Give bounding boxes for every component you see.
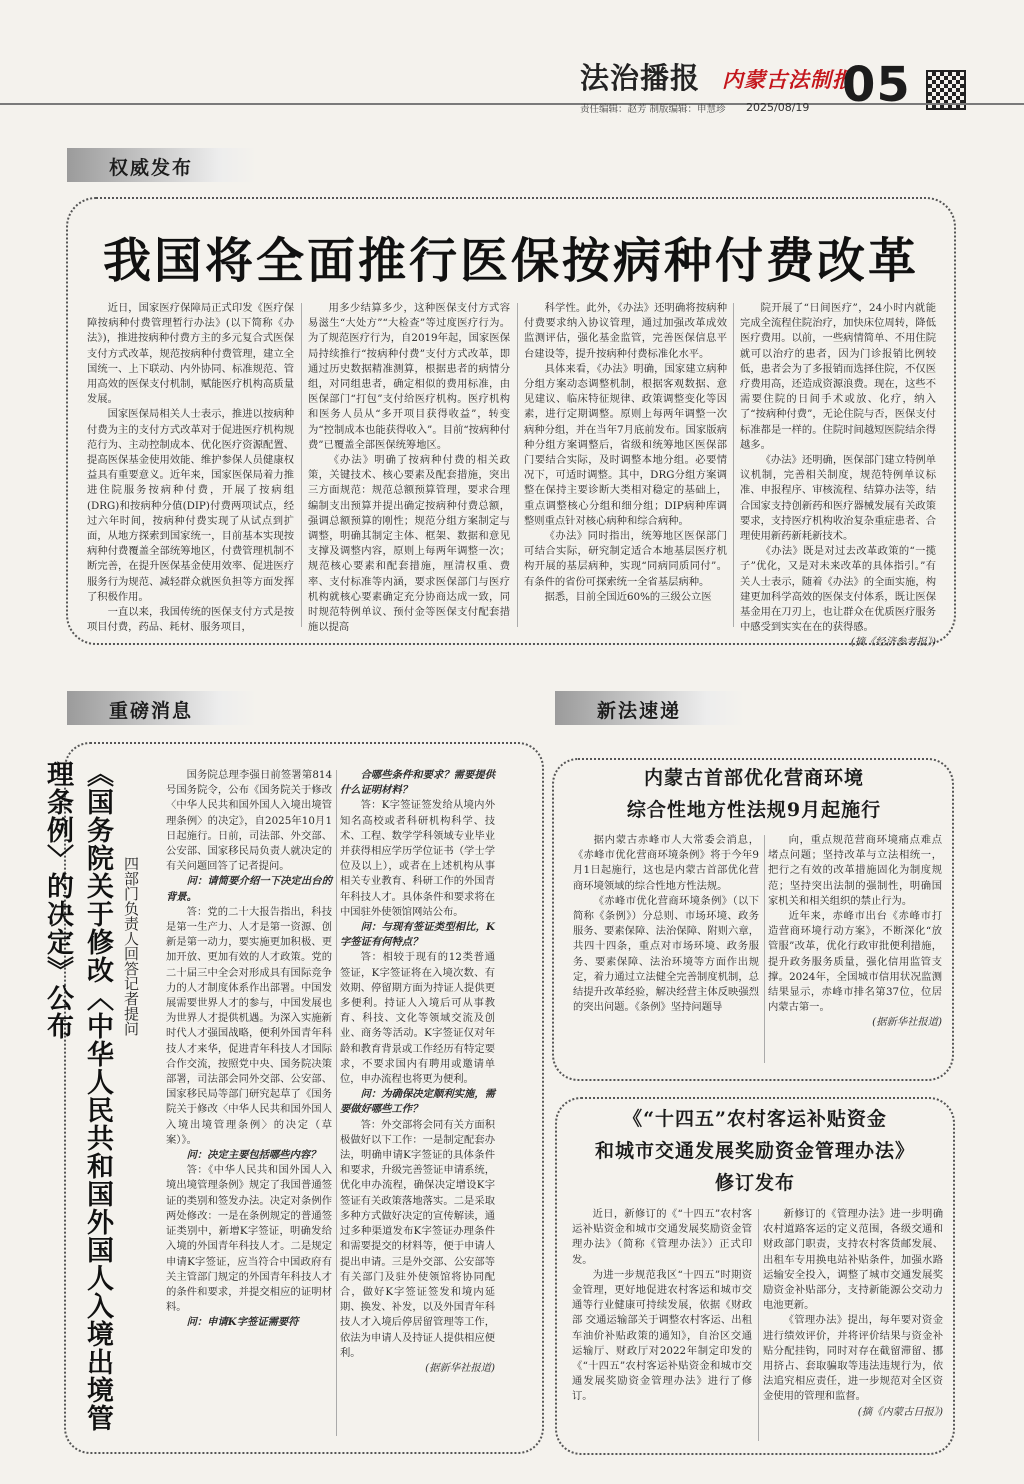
- subsidy-headline: [560, 1103, 950, 1199]
- paragraph: 答：K字签证签发给从境内外知名高校或者科研机构科学、技术、工程、数学学科领域专业毕业并获得相应学历学位证书（学士学位及以上），或者在上述机构从事相关专业教育、科研工作的外国青年科技人才。具体条件和要求将在中国驻外使领馆网站公布。: [340, 799, 495, 918]
- page-number: 05: [842, 57, 911, 113]
- headline-line: 和城市交通发展奖励资金管理办法》: [594, 1140, 915, 1162]
- paragraph: 近日，新修订的《“十四五”农村客运补贴资金和城市交通发展奖励资金管理办法》（简称《管理办法》）正式印发。: [572, 1208, 752, 1266]
- editors-credit: 责任编辑：赵芳 制版编辑：申慧珍: [580, 104, 726, 115]
- decision-vertical-subtitle: 四部门负责人回答记者提问: [122, 856, 140, 1036]
- question: 问：请简要介绍一下决定出台的背景。: [166, 875, 332, 903]
- section-banner-authority: [67, 148, 257, 182]
- paragraph: 据内蒙古赤峰市人大常委会消息，《赤峰市优化营商环境条例》将于今年9月1日起施行，这也是内蒙古首部优化营商环境领域的综合性地方性法规。: [573, 834, 759, 892]
- paragraph: 《办法》明确了按病种付费的相关政策，关键技术、核心要素及配套措施，突出三方面规范：规范总额预算管理，要求合理编制支出预算并提出确定按病种付费总额，强调总额预算的刚性；规范分组方案制定与调整，明确其制定主体、框架、数据和意见支撑及调整内容，原则上每两年调整一次；规范核心要素和配套措施，厘清权重、费率、支付标准等内涵，要求医保部门与医疗机构就核心要素确定充分协商达成一致，同时规范特例单议、预付金等医保支付配套措施以提高: [308, 454, 510, 634]
- source-credit: (据新华社报道): [425, 1361, 495, 1374]
- article-column: [308, 301, 510, 634]
- header-rule: [0, 103, 1024, 105]
- source-credit: (据新华社报道): [872, 1016, 942, 1029]
- article-column: [763, 1207, 943, 1447]
- paragraph: 国务院总理李强日前签署第814号国务院令，公布《国务院关于修改〈中华人民共和国外国人入境出境管理条例〉的决定》，自2025年10月1日起施行。日前，司法部、外交部、公安部、国家移民局负责人就决定的有关问题回答了记者提问。: [166, 769, 332, 873]
- paragraph: 答：外交部将会同有关方面积极做好以下工作：一是制定配套办法，明确申请K字签证的具体条件和要求，升级完善签证申请系统，优化申办流程，确保决定增设K字签证有关政策落地落实。二是采取多种方式做好决定的宣传解读，通过多种渠道发布K字签证办理条件和需要提交的材料等，便于申请人提出申请。三是外交部、公安部等有关部门及驻外使领馆将协同配合，做好K字签证签发和境内延期、换发、补发，以及外国青年科技人才入境后停居留管理等工作，依法为申请人及持证人提供相应便利。: [340, 1118, 495, 1359]
- question: 问：申请K字签证需要符: [186, 1316, 299, 1329]
- decision-vertical-title: 《国务院关于修改〈中华人民共和国外国人入境出境管理条例〉的决定》公布: [42, 760, 113, 1432]
- paragraph: 一直以来，我国传统的医保支付方式是按项目付费，药品、耗材、服务项目，: [87, 606, 294, 634]
- article-column: [87, 301, 294, 634]
- question: 问：为确保决定顺利实施，需要做好哪些工作？: [340, 1088, 495, 1116]
- qa-column: [340, 768, 495, 1444]
- article-column: [573, 833, 759, 1069]
- paragraph: 答：相较于现有的12类普通签证，K字签证将在入境次数、有效期、停留期方面为持证人提供更多便利。持证人入境后可从事教育、科技、文化等领域交流及创业、商务等活动。K字签证仅对年龄和教育背景或工作经历有特定要求，不要求国内有聘用或邀请单位，申办流程也将更为便利。: [340, 951, 495, 1086]
- section-banner-label: 重磅消息: [109, 700, 194, 722]
- paragraph: 用多少结算多少，这种医保支付方式容易滋生“大处方”“大检查”等过度医疗行为。为了规范医疗行为，自2019年起，国家医保局持续推行“按病种付费”支付方式改革，即通过历史数据精准测算，根据患者的病情分组，对同组患者，确定相似的费用标准，由医保部门“打包”支付给医疗机构。医疗机构和医务人员从“多开项目获得收益”，转变为“控制成本也能获得收入”。目前“按病种付费”已覆盖全部医保统筹地区。: [308, 302, 510, 451]
- column-divider: [336, 770, 337, 1436]
- question: 问：决定主要包括哪些内容？: [186, 1149, 321, 1162]
- paragraph: 《办法》还明确，医保部门建立特例单议机制，完善相关制度，规范特例单议标准、申报程序、审核流程、结算办法等，结合国家支持创新药和医疗器械发展有关政策要求，支持医疗机构收治复杂重症患者、合理使用新药新耗新技术。: [740, 454, 936, 543]
- paragraph: 据悉，目前全国近60%的三级公立医: [544, 590, 712, 603]
- headline-line: 内蒙古首部优化营商环境: [643, 767, 864, 789]
- paragraph: 具体来看，《办法》明确，国家建立病种分组方案动态调整机制，根据客观数据、意见建议、临床特征规律、政策调整变化等因素，进行定期调整。原则上每两年调整一次病种分组，并在当年7月底前发布。国家版病种分组方案调整后，省级和统筹地区医保部门要结合实际，及时调整本地分组。必要情况下，可适时调整。其中，DRG分组方案调整在保持主要诊断大类相对稳定的基础上，重点调整核心分组和细分组；DIP病种库调整则重点针对核心病种和综合病种。: [524, 362, 727, 527]
- main-headline: 我国将全面推行医保按病种付费改革: [102, 233, 919, 289]
- paragraph: 答：《中华人民共和国外国人入境出境管理条例》规定了我国普通签证的类别和签发办法。决定对条例作两处修改：一是在条例规定的普通签证类别中，新增K字签证，明确发给入境的外国青年科技人才。二是规定申请K字签证，应当符合中国政府有关主管部门规定的外国青年科技人才的条件和要求，并提交相应的证明材料。: [166, 1164, 332, 1314]
- source-credit: (摘《经济参考报》): [850, 636, 936, 649]
- paragraph: 院开展了“日间医疗”，24小时内就能完成全流程住院治疗，加快床位周转，降低医疗费用。以前，一些病情简单、不用住院就可以治疗的患者，因为门诊报销比例较低，患者会为了多报销而选择住院，不仅医疗费用高，还造成资源浪费。现在，这些不需要住院的日间手术或放、化疗，纳入了“按病种付费”，无论住院与否，医保支付标准都是一样的。住院时间越短医院结余得越多。: [740, 302, 936, 451]
- section-banner-label: 权威发布: [109, 157, 194, 179]
- newspaper-logo: 内蒙古法制报: [722, 67, 854, 92]
- section-banner-major-news: [67, 691, 257, 725]
- paragraph: 《赤峰市优化营商环境条例》（以下简称《条例》）分总则、市场环境、政务服务、要素保障、法治保障、附则六章，共四十四条，重点对市场环境、政务服务、要素保障、法治环境等方面作出规定，着力通过立法健全完善制度机制，总结提升改革经验，解决经营主体反映强烈的突出问题。《条例》坚持问题导: [573, 894, 759, 1014]
- headline-line: 《“十四五”农村客运补贴资金: [623, 1108, 887, 1130]
- paragraph: 近日，国家医疗保障局正式印发《医疗保障按病种付费管理暂行办法》(以下简称《办法》)，推进按病种付费方主的多元复合式医保支付方式改革，规范按病种付费管理，建立全国统一、上下联动、内外协同、标准规范、管用高效的医保支付机制，赋能医疗机构高质量发展。: [87, 302, 294, 406]
- article-column: [740, 301, 936, 649]
- section-name: 法治播报: [580, 61, 701, 95]
- paragraph: 新修订的《管理办法》进一步明确农村道路客运的定义范围，各级交通和财政部门职责，支持农村客货邮发展、出租车专用换电站补贴条件，加强水路运输安全投入，调整了城市交通发展奖励资金补贴部分，支持新能源公交动力电池更新。: [763, 1208, 943, 1312]
- paragraph: 科学性。此外，《办法》还明确将按病种付费要求纳入协议管理，通过加强改革成效监测评估，强化基金监管，完善医保信息平台建设等，提升按病种付费标准化水平。: [524, 302, 727, 360]
- column-divider: [517, 303, 518, 627]
- paragraph: 向，重点规范营商环境痛点难点堵点问题；坚持改革与立法相统一，把行之有效的改革措施固化为制度规范；坚持突出法制的强制性，明确国家机关和相关组织的禁止行为。: [768, 834, 942, 907]
- qa-column: [166, 768, 332, 1444]
- headline-line: 综合性地方性法规9月起施行: [626, 799, 882, 821]
- paragraph: 《办法》既是对过去改革政策的“一揽子”优化，又是对未来改革的具体指引。”有关人士表示，随着《办法》的全面实施，构建更加科学高效的医保支付体系，既让医保基金用在刀刃上，也让群众在优质医疗服务中感受到实实在在的获得感。: [740, 545, 936, 634]
- column-divider: [733, 303, 734, 627]
- question: 合哪些条件和要求？需要提供什么证明材料？: [340, 769, 495, 797]
- paragraph: 为进一步规范我区“十四五”时期资金管理，更好地促进农村客运和城市交通等行业健康可持续发展，依据《财政部 交通运输部关于调整农村客运、出租车油价补贴政策的通知》，自治区交通运输厅、财政厅对2022年制定印发的《“十四五”农村客运补贴资金和城市交通发展奖励资金管理办法》进行了修订。: [572, 1268, 752, 1403]
- paragraph: 《管理办法》提出，每年要对资金进行绩效评价，并将评价结果与资金补贴分配挂钩，同时对存在截留滞留、挪用挤占、套取骗取等违法违规行为，依法追究相应责任，进一步规范对全区资金使用的管理和监督。: [763, 1314, 943, 1403]
- article-column: [768, 833, 942, 1069]
- column-divider: [301, 303, 302, 627]
- paragraph: 《办法》同时指出，统筹地区医保部门可结合实际，研究制定适合本地基层医疗机构开展的基层病种，实现“同病同质同付”。有条件的省份可探索统一全省基层病种。: [524, 530, 727, 588]
- section-banner-new-laws: [555, 691, 745, 725]
- article-column: [524, 301, 727, 631]
- column-divider: [758, 1209, 759, 1441]
- section-banner-label: 新法速递: [597, 700, 682, 722]
- column-divider: [764, 835, 765, 1063]
- regulation-headline: [560, 762, 948, 826]
- issue-date: 2025/08/19: [746, 101, 810, 114]
- paragraph: 国家医保局相关人士表示，推进以按病种付费为主的支付方式改革对于促进医疗机构规范行为、主动控制成本、优化医疗资源配置、提高医保基金使用效能、维护参保人员健康权益具有重要意义。近年来，国家医保局着力推进住院服务按病种付费，开展了按病组(DRG)和按病种分值(DIP)付费两项试点，经过六年时间，按病种付费实现了从试点到扩面，从地方探索到国家统一，目前基本实现按病种付费覆盖全部统筹地区，付费管理机制不断完善，在提升医保基金使用效率、促进医疗服务行为规范、减轻群众就医负担等方面发挥了积极作用。: [87, 408, 294, 603]
- paragraph: 近年来，赤峰市出台《赤峰市打造营商环境行动方案》，不断深化“放管服”改革，优化行政审批便利措施，提升政务服务质量，强化信用监管支撑。2024年，全国城市信用状况监测结果显示，赤峰市排名第37位，位居内蒙古第一。: [768, 910, 942, 1014]
- source-credit: (摘《内蒙古日报》): [857, 1405, 943, 1418]
- paragraph: 答：党的二十大报告指出，科技是第一生产力、人才是第一资源、创新是第一动力，要实施更加积极、更加开放、更加有效的人才政策。党的二十届三中全会对形成具有国际竞争力的人才制度体系作出部署。中国发展需要世界人才的参与，中国发展也为世界人才提供机遇。为深入实施新时代人才强国战略，便利外国青年科技人才来华，促进青年科技人才国际合作交流，按照党中央、国务院决策部署，司法部会同外交部、公安部、国家移民局等部门研究起草了《国务院关于修改〈中华人民共和国外国人入境出境管理条例〉的决定（草案）》。: [166, 905, 332, 1146]
- article-column: [572, 1207, 752, 1447]
- headline-line: 修订发布: [714, 1172, 795, 1194]
- question: 问：与现有签证类型相比，K字签证有何特点？: [340, 921, 495, 949]
